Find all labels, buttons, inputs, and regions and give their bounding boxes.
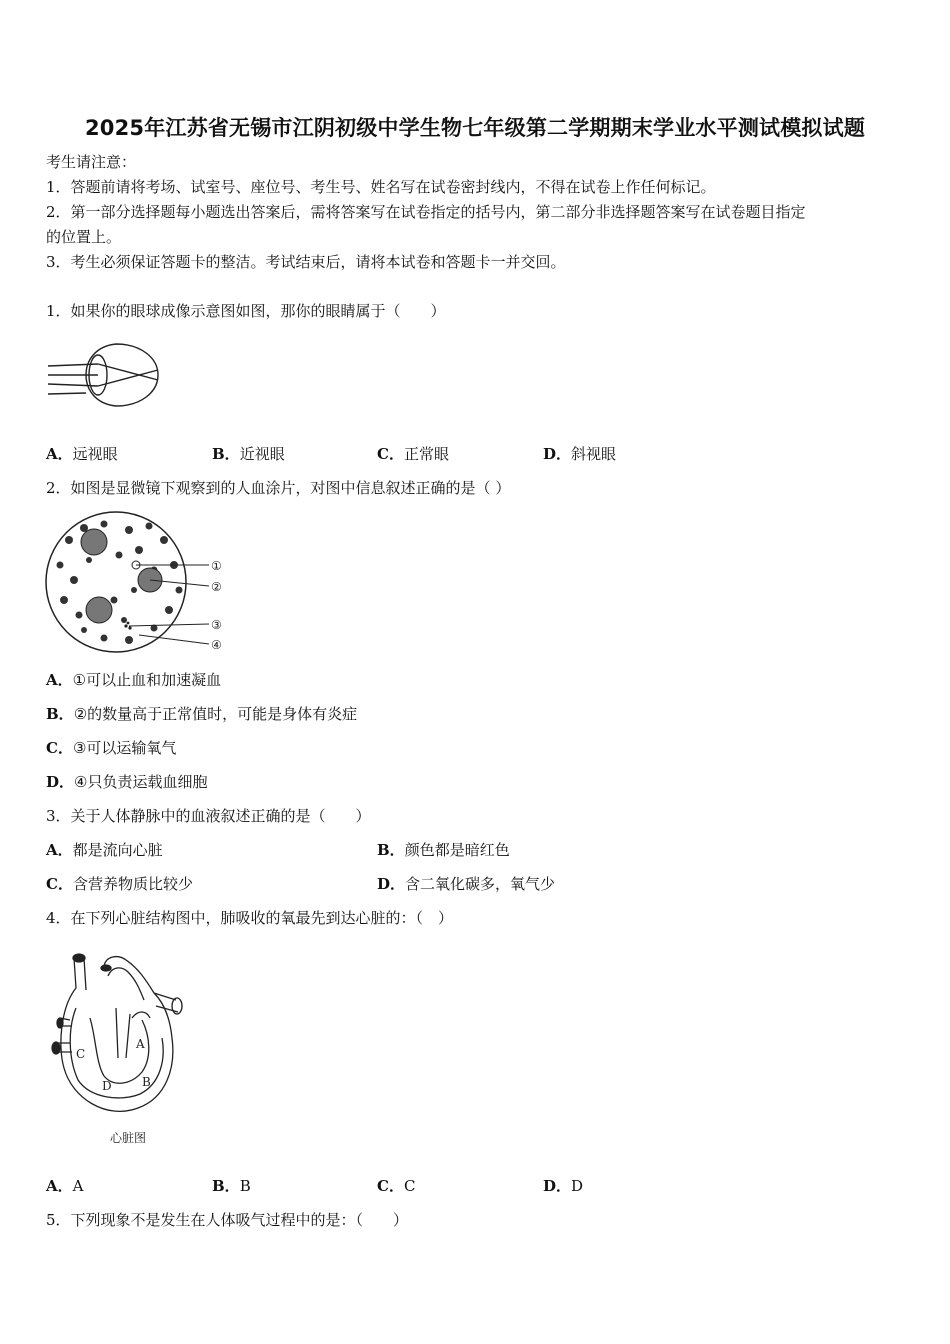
question-1-stem: 1．如果你的眼球成像示意图如图，那你的眼睛属于（ ）: [46, 302, 446, 320]
heart-label-a: A: [136, 1037, 145, 1051]
smear-label-3: ③: [211, 618, 222, 632]
question-2-stem: 2．如图是显微镜下观察到的人血涂片，对图中信息叙述正确的是（ ）: [46, 479, 511, 497]
q1-option-b[interactable]: B．近视眼: [212, 445, 285, 463]
q4-option-d[interactable]: D．D: [543, 1177, 584, 1195]
q2-option-b[interactable]: B．②的数量高于正常值时，可能是身体有炎症: [46, 705, 358, 723]
q3-option-d[interactable]: D．含二氧化碳多，氧气少: [377, 875, 556, 893]
q3-option-c[interactable]: C．含营养物质比较少: [46, 875, 193, 893]
notice-item-2-cont: 的位置上。: [46, 228, 122, 246]
heart-diagram: [46, 948, 191, 1148]
page-title: 2025年江苏省无锡市江阴初级中学生物七年级第二学期期末学业水平测试模拟试题: [84, 116, 866, 140]
question-4-stem: 4．在下列心脏结构图中，肺吸收的氧最先到达心脏的：（ ）: [46, 909, 454, 927]
q1-option-c[interactable]: C．正常眼: [377, 445, 449, 463]
notice-item-2: 2．第一部分选择题每小题选出答案后，需将答案写在试卷指定的括号内，第二部分非选择题答案写在试卷题目指定: [46, 203, 806, 221]
blood-smear-diagram: [44, 510, 244, 658]
notice-item-1: 1．答题前请将考场、试室号、座位号、考生号、姓名写在试卷密封线内，不得在试卷上作任何标记。: [46, 178, 716, 196]
q2-option-d[interactable]: D．④只负责运载血细胞: [46, 773, 208, 791]
heart-caption: 心脏图: [110, 1131, 147, 1145]
smear-label-2: ②: [211, 580, 222, 594]
eye-diagram: [46, 340, 166, 410]
q4-option-b[interactable]: B．B: [212, 1177, 251, 1195]
q3-option-a[interactable]: A．都是流向心脏: [46, 841, 163, 859]
heart-label-c: C: [76, 1047, 86, 1061]
q2-option-c[interactable]: C．③可以运输氧气: [46, 739, 177, 757]
notice-heading: 考生请注意：: [46, 153, 137, 171]
heart-label-b: B: [142, 1075, 151, 1089]
q1-option-d[interactable]: D．斜视眼: [543, 445, 617, 463]
q2-option-a[interactable]: A．①可以止血和加速凝血: [46, 671, 222, 689]
q4-option-c[interactable]: C．C: [377, 1177, 416, 1195]
smear-label-1: ①: [211, 559, 222, 573]
q4-option-a[interactable]: A．A: [46, 1177, 84, 1195]
notice-item-3: 3．考生必须保证答题卡的整洁。考试结束后，请将本试卷和答题卡一并交回。: [46, 253, 566, 271]
question-5-stem: 5．下列现象不是发生在人体吸气过程中的是：（ ）: [46, 1211, 409, 1229]
heart-label-d: D: [102, 1079, 112, 1093]
smear-label-4: ④: [211, 638, 222, 652]
q3-option-b[interactable]: B．颜色都是暗红色: [377, 841, 510, 859]
question-3-stem: 3．关于人体静脉中的血液叙述正确的是（ ）: [46, 807, 371, 825]
q1-option-a[interactable]: A．远视眼: [46, 445, 118, 463]
